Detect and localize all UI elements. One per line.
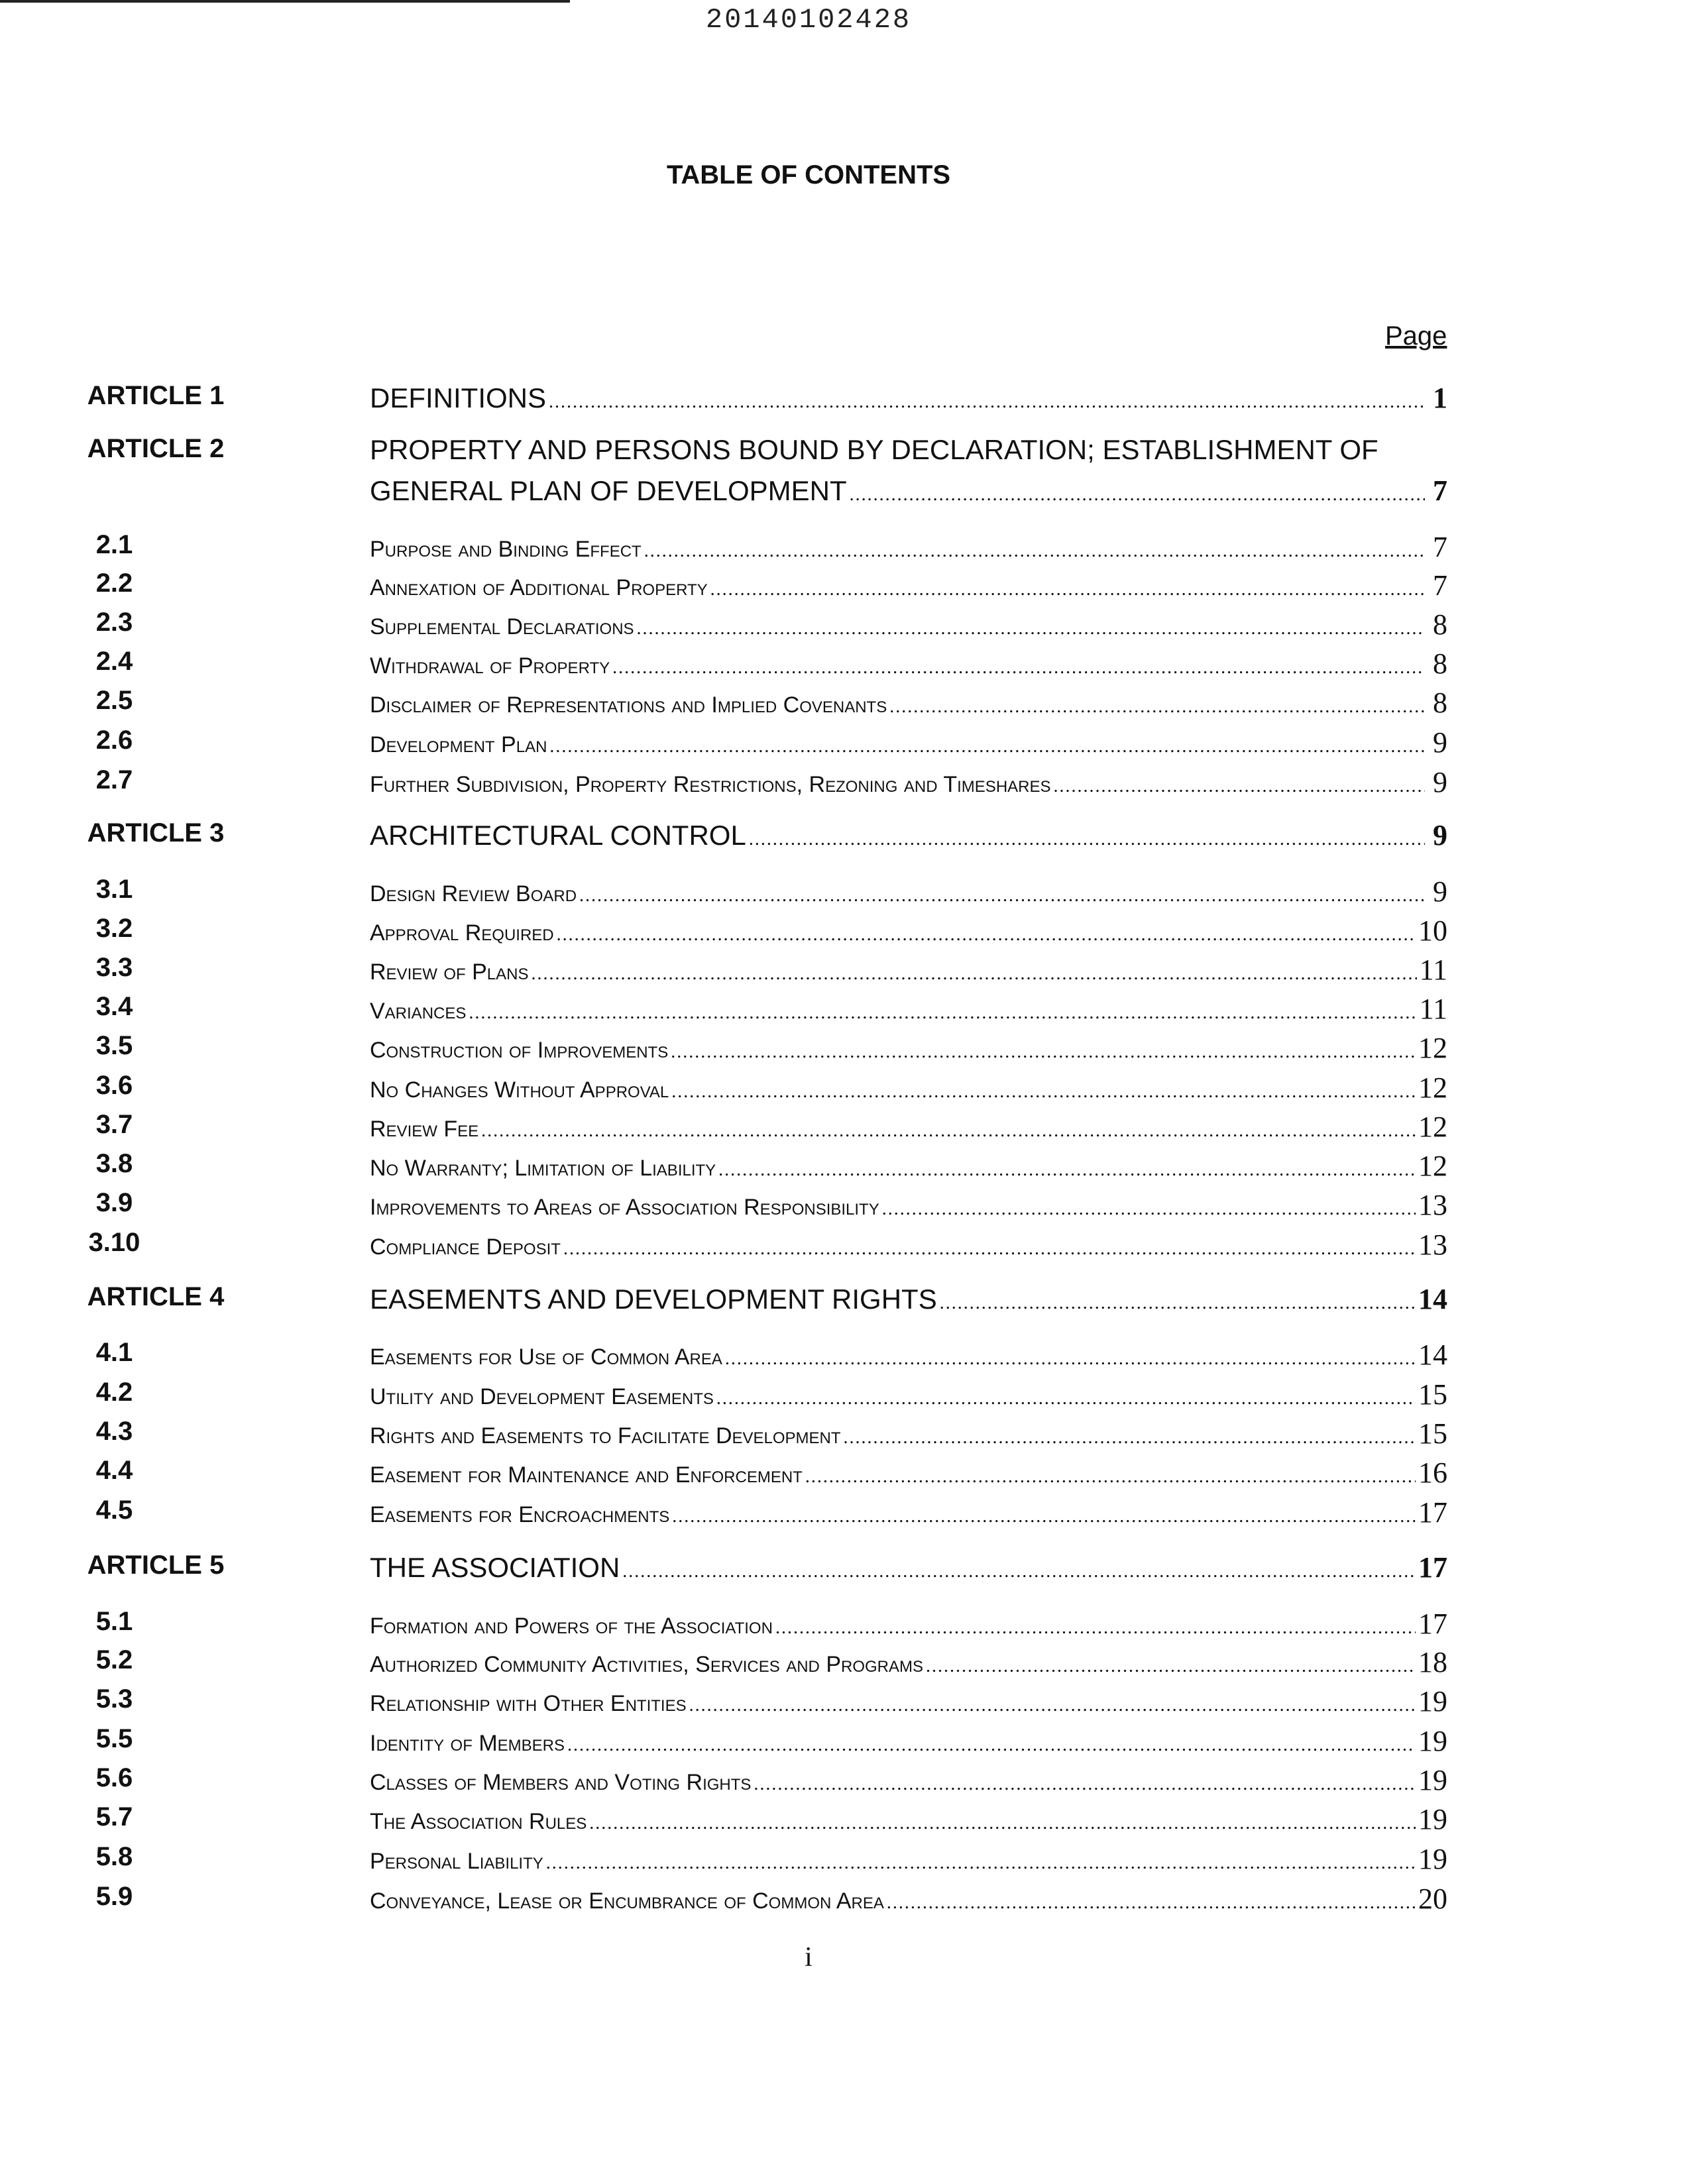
toc-section-row: [0, 914, 1686, 951]
toc-section-row: [0, 1228, 1686, 1265]
toc-number: 3.7: [95, 1110, 133, 1139]
toc-title-line: [370, 1763, 1447, 1797]
toc-page-number: 18: [1418, 1646, 1447, 1678]
toc-title: Improvements to Areas of Association Responsibility: [370, 1195, 879, 1220]
toc-section-row: [0, 608, 1686, 645]
page-title: TABLE OF CONTENTS: [666, 160, 951, 190]
toc-page-number: 1: [1433, 382, 1447, 414]
toc-title: Easements for Encroachments: [370, 1502, 670, 1527]
toc-title-line: [370, 1031, 1447, 1065]
toc-number: 5.2: [95, 1645, 133, 1674]
dot-leader: [532, 963, 1417, 985]
toc-title-line: [370, 1802, 1447, 1836]
toc-section-row: [0, 726, 1686, 763]
toc-page-number: 19: [1418, 1725, 1447, 1757]
toc-section-row: [0, 992, 1686, 1029]
dot-leader: [882, 1199, 1416, 1220]
toc-title: Easement for Maintenance and Enforcement: [370, 1462, 803, 1488]
dot-leader: [644, 541, 1425, 562]
toc-number: ARTICLE 1: [87, 381, 225, 410]
dot-leader: [589, 1813, 1416, 1834]
dot-leader: [579, 885, 1425, 906]
toc-title: Review of Plans: [370, 959, 529, 985]
toc-section-row: [0, 569, 1686, 606]
toc-title-line: [370, 914, 1447, 948]
toc-title-line: [370, 1456, 1447, 1490]
toc-section-row: [0, 686, 1686, 723]
toc-section-row: [0, 1684, 1686, 1721]
toc-title: Purpose and Binding Effect: [370, 537, 642, 562]
toc-number: 3.3: [95, 953, 133, 982]
toc-article-row: [0, 1282, 1686, 1319]
toc-title-line: [370, 1338, 1447, 1372]
toc-number: 2.2: [95, 569, 133, 598]
dot-leader: [481, 1120, 1416, 1142]
toc-title-line1: PROPERTY AND PERSONS BOUND BY DECLARATION; ESTABLISHMENT OF: [370, 434, 1378, 465]
dot-leader: [850, 484, 1425, 506]
toc-section-row: [0, 1417, 1686, 1454]
dot-leader: [710, 579, 1425, 600]
toc-title-line: [370, 953, 1447, 987]
dot-leader: [637, 618, 1425, 639]
toc-title-line: [370, 474, 1447, 508]
toc-number: 3.2: [95, 914, 133, 943]
dot-leader: [672, 1506, 1416, 1527]
toc-section-row: [0, 1802, 1686, 1839]
toc-title: Development Plan: [370, 732, 547, 757]
dot-leader: [887, 1892, 1416, 1914]
toc-title: Construction of Improvements: [370, 1038, 669, 1063]
toc-title: Authorized Community Activities, Services and Programs: [370, 1652, 923, 1677]
toc-number: 3.9: [95, 1188, 133, 1217]
toc-title-line: [370, 1071, 1447, 1105]
toc-section-row: [0, 1607, 1686, 1644]
toc-page-number: 9: [1433, 726, 1447, 759]
toc-title: No Changes Without Approval: [370, 1077, 669, 1103]
toc-title: Further Subdivision, Property Restrictions, Rezoning and Timeshares: [370, 772, 1051, 797]
toc-title: DEFINITIONS: [370, 382, 547, 413]
dot-leader: [549, 392, 1425, 413]
toc-title-line: [370, 875, 1447, 908]
toc-section-row: [0, 1071, 1686, 1108]
dot-leader: [671, 1042, 1416, 1063]
toc-title: Withdrawal of Property: [370, 653, 610, 679]
toc-page-number: 7: [1433, 474, 1447, 507]
toc-title: Identity of Members: [370, 1731, 565, 1756]
toc-title-line: [370, 992, 1447, 1026]
toc-title: ARCHITECTURAL CONTROL: [370, 820, 746, 851]
toc-title: Variances: [370, 999, 467, 1024]
toc-section-row: [0, 875, 1686, 912]
toc-page-number: 14: [1418, 1283, 1447, 1315]
toc-title-line: [370, 765, 1447, 799]
toc-title-line: [370, 1496, 1447, 1529]
toc-title-line: [370, 608, 1447, 641]
toc-title: THE ASSOCIATION: [370, 1552, 620, 1583]
toc-page-number: 9: [1433, 766, 1447, 798]
toc-page-number: 11: [1419, 993, 1447, 1025]
toc-title-line: [370, 1149, 1447, 1183]
toc-page-number: 7: [1433, 569, 1447, 602]
toc-title: Supplemental Declarations: [370, 614, 634, 639]
scan-artifact-line: [0, 0, 570, 3]
toc-title-line: [370, 1684, 1447, 1718]
toc-title: No Warranty; Limitation of Liability: [370, 1156, 716, 1181]
toc-number: ARTICLE 5: [87, 1551, 225, 1580]
toc-title-line: [370, 1607, 1447, 1641]
footer-page-number: i: [805, 1942, 813, 1973]
document-number: 20140102428: [705, 4, 912, 36]
toc-article-row: [0, 1551, 1686, 1588]
toc-section-row: [0, 1031, 1686, 1068]
toc-number: 5.5: [95, 1724, 133, 1753]
toc-page-number: 13: [1418, 1228, 1447, 1261]
toc-number: 3.4: [95, 992, 133, 1021]
dot-leader: [557, 924, 1416, 946]
toc-article-row: [0, 818, 1686, 855]
toc-section-row: [0, 1882, 1686, 1919]
toc-section-row: [0, 1763, 1686, 1800]
dot-leader: [754, 1774, 1416, 1795]
toc-page-number: 19: [1418, 1803, 1447, 1835]
toc-title-line: [370, 381, 1447, 415]
toc-title: Formation and Powers of the Association: [370, 1613, 773, 1639]
toc-title: Annexation of Additional Property: [370, 575, 708, 600]
dot-leader: [889, 696, 1425, 718]
toc-number: 2.1: [95, 530, 133, 559]
toc-title: Review Fee: [370, 1117, 479, 1142]
toc-title-line: [370, 1228, 1447, 1262]
toc-section-row: [0, 1456, 1686, 1493]
toc-number: ARTICLE 3: [87, 818, 225, 847]
toc-page-number: 13: [1418, 1189, 1447, 1221]
toc-section-row: [0, 1496, 1686, 1533]
toc-page-number: 12: [1418, 1032, 1447, 1064]
toc-page-number: 12: [1418, 1071, 1447, 1104]
toc-title-line: [370, 1188, 1447, 1222]
toc-page-number: 8: [1433, 647, 1447, 680]
page-column-label: Page: [1385, 321, 1447, 351]
dot-leader: [775, 1617, 1416, 1639]
toc-page-number: 19: [1418, 1843, 1447, 1875]
dot-leader: [563, 1238, 1416, 1260]
toc-section-row: [0, 1724, 1686, 1761]
dot-leader: [546, 1853, 1416, 1874]
toc-title: Approval Required: [370, 920, 554, 946]
toc-number: 4.5: [95, 1496, 133, 1525]
toc-page-number: 9: [1433, 875, 1447, 908]
toc-number: 5.3: [95, 1684, 133, 1714]
toc-section-row: [0, 1378, 1686, 1415]
dot-leader: [926, 1656, 1416, 1677]
toc-title-line: [370, 1378, 1447, 1411]
toc-page-number: 12: [1418, 1111, 1447, 1143]
toc-article-row: [0, 434, 1686, 514]
toc-section-row: [0, 1149, 1686, 1186]
toc-title-line: [370, 1110, 1447, 1144]
toc-section-row: [0, 1188, 1686, 1225]
toc-number: ARTICLE 4: [87, 1282, 225, 1311]
toc-number: 4.4: [95, 1456, 133, 1485]
toc-number: 3.5: [95, 1031, 133, 1060]
toc-number: 5.7: [95, 1802, 133, 1831]
toc-title: Easements for Use of Common Area: [370, 1344, 722, 1370]
toc-title: The Association Rules: [370, 1809, 587, 1834]
toc-section-row: [0, 530, 1686, 567]
toc-page-number: 7: [1433, 531, 1447, 563]
dot-leader: [716, 1388, 1416, 1409]
toc-page-number: 17: [1418, 1608, 1447, 1640]
toc-number: 2.5: [95, 686, 133, 715]
dot-leader: [718, 1160, 1416, 1181]
toc-number: 4.2: [95, 1378, 133, 1407]
toc-title-line: [370, 1282, 1447, 1316]
toc-number: 5.1: [95, 1607, 133, 1636]
toc-title-line: [370, 726, 1447, 759]
toc-section-row: [0, 1645, 1686, 1682]
toc-section-row: [0, 1338, 1686, 1375]
toc-title: Rights and Easements to Facilitate Development: [370, 1423, 841, 1448]
toc-page-number: 10: [1418, 914, 1447, 947]
toc-number: 3.1: [95, 875, 133, 904]
toc-page-number: 17: [1418, 1496, 1447, 1529]
toc-number: 5.9: [95, 1882, 133, 1911]
toc-title-line: [370, 1645, 1447, 1679]
toc-page-number: 15: [1418, 1378, 1447, 1411]
toc-page-number: 9: [1433, 819, 1447, 851]
dot-leader: [567, 1735, 1416, 1756]
toc-title-line: [370, 686, 1447, 720]
toc-number: 5.6: [95, 1763, 133, 1792]
toc-number: 4.3: [95, 1417, 133, 1446]
toc-title: Classes of Members and Voting Rights: [370, 1770, 752, 1795]
dot-leader: [805, 1466, 1416, 1488]
toc-section-row: [0, 953, 1686, 990]
toc-title-line: [370, 1882, 1447, 1916]
toc-page-number: 16: [1418, 1456, 1447, 1489]
dot-leader: [612, 657, 1425, 679]
toc-page-number: 20: [1418, 1883, 1447, 1915]
toc-number: 3.8: [95, 1149, 133, 1178]
dot-leader: [671, 1081, 1416, 1103]
toc-section-row: [0, 765, 1686, 802]
toc-page-number: 14: [1418, 1338, 1447, 1371]
toc-section-row: [0, 1842, 1686, 1879]
toc-number: 3.6: [95, 1071, 133, 1100]
toc-page-number: 11: [1419, 954, 1447, 986]
toc-section-row: [0, 1110, 1686, 1147]
toc-title-line: [370, 647, 1447, 681]
dot-leader: [469, 1003, 1416, 1024]
toc-page-number: 12: [1418, 1150, 1447, 1182]
toc-number: ARTICLE 2: [87, 434, 225, 463]
dot-leader: [749, 829, 1425, 850]
toc-title: Compliance Deposit: [370, 1234, 561, 1260]
toc-page-number: 15: [1418, 1417, 1447, 1450]
toc-number: 2.6: [95, 726, 133, 755]
toc-title: Relationship with Other Entities: [370, 1691, 687, 1716]
toc-title: EASEMENTS AND DEVELOPMENT RIGHTS: [370, 1283, 937, 1315]
toc-title-line: [370, 530, 1447, 564]
toc-title: Disclaimer of Representations and Implied Covenants: [370, 692, 887, 718]
toc-title-line: [370, 1551, 1447, 1584]
toc-page-number: 19: [1418, 1685, 1447, 1718]
toc-number: 3.10: [88, 1228, 140, 1257]
toc-title-line: [370, 818, 1447, 852]
toc-title-line: [370, 1842, 1447, 1876]
toc-number: 2.7: [95, 765, 133, 794]
toc-title: Personal Liability: [370, 1849, 543, 1874]
toc-title-line: [370, 1724, 1447, 1758]
dot-leader: [940, 1293, 1416, 1314]
toc-section-row: [0, 647, 1686, 684]
toc-title: GENERAL PLAN OF DEVELOPMENT: [370, 475, 847, 506]
dot-leader: [689, 1695, 1416, 1716]
toc-title-line: [370, 569, 1447, 602]
dot-leader: [549, 736, 1425, 757]
toc-article-row: [0, 381, 1686, 418]
dot-leader: [1054, 776, 1425, 797]
toc-title: Conveyance, Lease or Encumbrance of Common Area: [370, 1888, 884, 1914]
toc-page-number: 17: [1418, 1551, 1447, 1584]
toc-title: Utility and Development Easements: [370, 1384, 714, 1409]
toc-title: Design Review Board: [370, 881, 577, 906]
toc-number: 5.8: [95, 1842, 133, 1871]
toc-number: 4.1: [95, 1338, 133, 1367]
dot-leader: [844, 1427, 1416, 1448]
toc-number: 2.3: [95, 608, 133, 637]
toc-number: 2.4: [95, 647, 133, 676]
dot-leader: [725, 1348, 1416, 1370]
toc-page-number: 8: [1433, 608, 1447, 641]
toc-title-line: [370, 1417, 1447, 1450]
dot-leader: [622, 1561, 1416, 1582]
toc-page-number: 19: [1418, 1764, 1447, 1796]
toc-page-number: 8: [1433, 686, 1447, 719]
